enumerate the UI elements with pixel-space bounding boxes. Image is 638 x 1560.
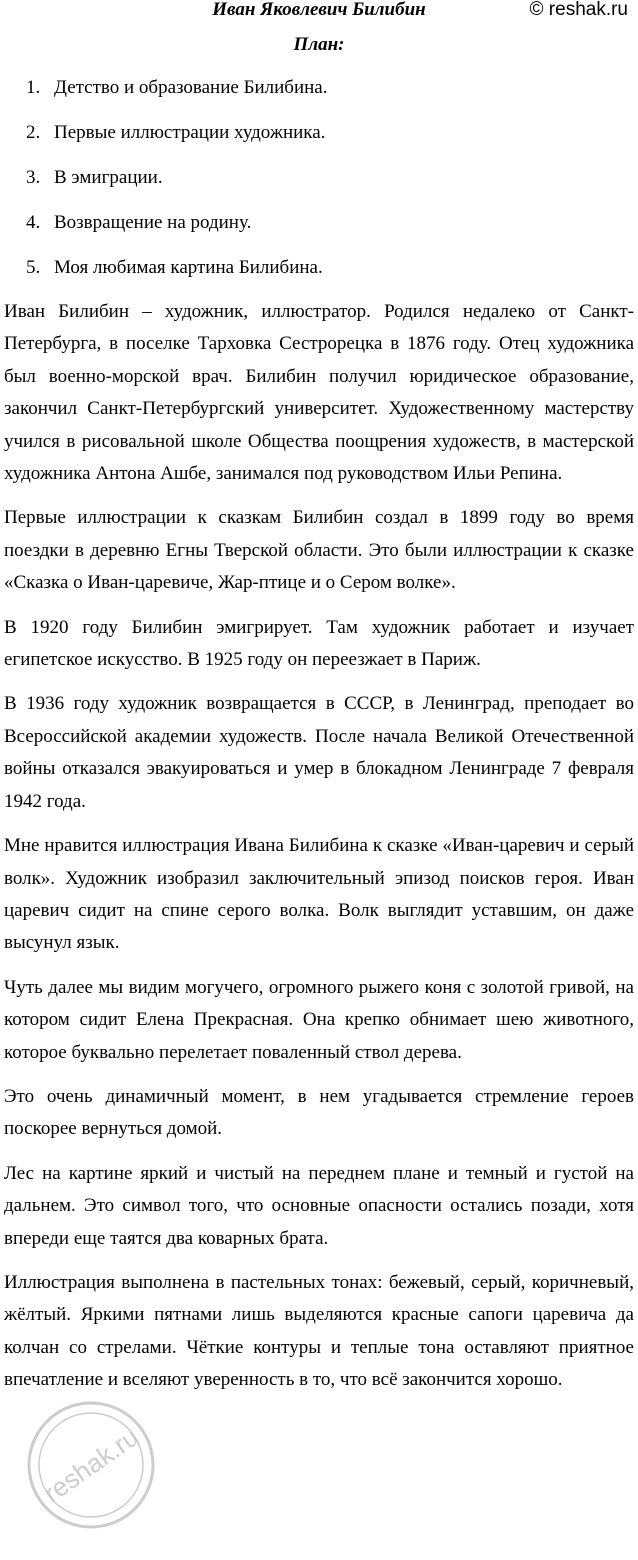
plan-item (26, 211, 328, 256)
essay-body (4, 296, 634, 1409)
paragraph-horse: Чуть далее мы видим могучего, огромного рыжего коня с золотой гривой, на котором сидит Елена Прекрасная. Она крепко обнимает шею животного, которое буквально перелетает поваленный ствол дерева. (4, 976, 634, 1063)
paragraph-colors: Иллюстрация выполнена в пастельных тонах: бежевый, серый, коричневый, жёлтый. Яркими пятнами лишь выделяются красные сапоги царевича да колчан со стрелами. Чёткие контуры и теплые тона оставляют приятное впечатление и вселяют уверенность в то, что всё закончится хорошо. (4, 1271, 634, 1391)
plan-item-number: 5. (26, 257, 41, 278)
plan-item (26, 76, 328, 121)
watermark-text: © reshak.ru (529, 0, 628, 20)
paragraph-emigration: В 1920 году Билибин эмигрирует. Там художник работает и изучает египетское искусство. В 1925 году он переезжает в Париж. (4, 616, 634, 671)
plan-item-number: 2. (26, 122, 41, 143)
plan-heading: План: (293, 34, 345, 55)
watermark-stamp-text: reshak.ru (38, 1421, 144, 1509)
paragraph-favorite-painting: Мне нравится иллюстрация Ивана Билибина к сказке «Иван-царевич и серый волк». Художник изобразил заключительный эпизод поисков героя. Иван царевич сидит на спине серого волка. Волк выглядит уставшим, он даже высунул язык. (4, 835, 634, 954)
paragraph-forest: Лес на картине яркий и чистый на переднем плане и темный и густой на дальнем. Это символ того, что основные опасности остались позади, хотя впереди еще таятся два коварных брата. (4, 1162, 634, 1249)
plan-item-text: В эмиграции. (54, 167, 163, 188)
plan-item (26, 121, 328, 166)
document-title: Иван Яковлевич Билибин (212, 0, 426, 20)
plan-list (26, 76, 328, 301)
plan-item (26, 166, 328, 211)
paragraph-dynamic-moment: Это очень динамичный момент, в нем угадывается стремление героев поскорее вернуться домой. (4, 1085, 634, 1140)
plan-item-number: 1. (26, 77, 41, 98)
plan-item (26, 256, 328, 301)
plan-item-text: Первые иллюстрации художника. (54, 122, 326, 143)
plan-item-number: 3. (26, 167, 41, 188)
plan-item-number: 4. (26, 212, 41, 233)
plan-item-text: Моя любимая картина Билибина. (54, 257, 323, 278)
paragraph-first-illustrations: Первые иллюстрации к сказкам Билибин создал в 1899 году во время поездки в деревню Егны Тверской области. Это были иллюстрации к сказке «Сказка о Иван-царевиче, Жар-птице и о Сером волке». (4, 507, 634, 594)
plan-item-text: Возвращение на родину. (54, 212, 252, 233)
paragraph-childhood: Иван Билибин – художник, иллюстратор. Родился недалеко от Санкт-Петербурга, в поселке Тарховка Сестрорецка в 1876 году. Отец художника был военно-морской врач. Билибин получил юридическое образование, закончил Санкт-Петербургский университет. Художественному мастерству учился в рисовальной школе Общества поощрения художеств, в мастерской художника Антона Ашбе, занимался под руководством Ильи Репина. (4, 301, 634, 485)
plan-item-text: Детство и образование Билибина. (54, 77, 328, 98)
paragraph-return: В 1936 году художник возвращается в СССР, в Ленинград, преподает во Всероссийской академии художеств. После начала Великой Отечественной войны отказался эвакуироваться и умер в блокадном Ленинграде 7 февраля 1942 года. (4, 693, 634, 812)
